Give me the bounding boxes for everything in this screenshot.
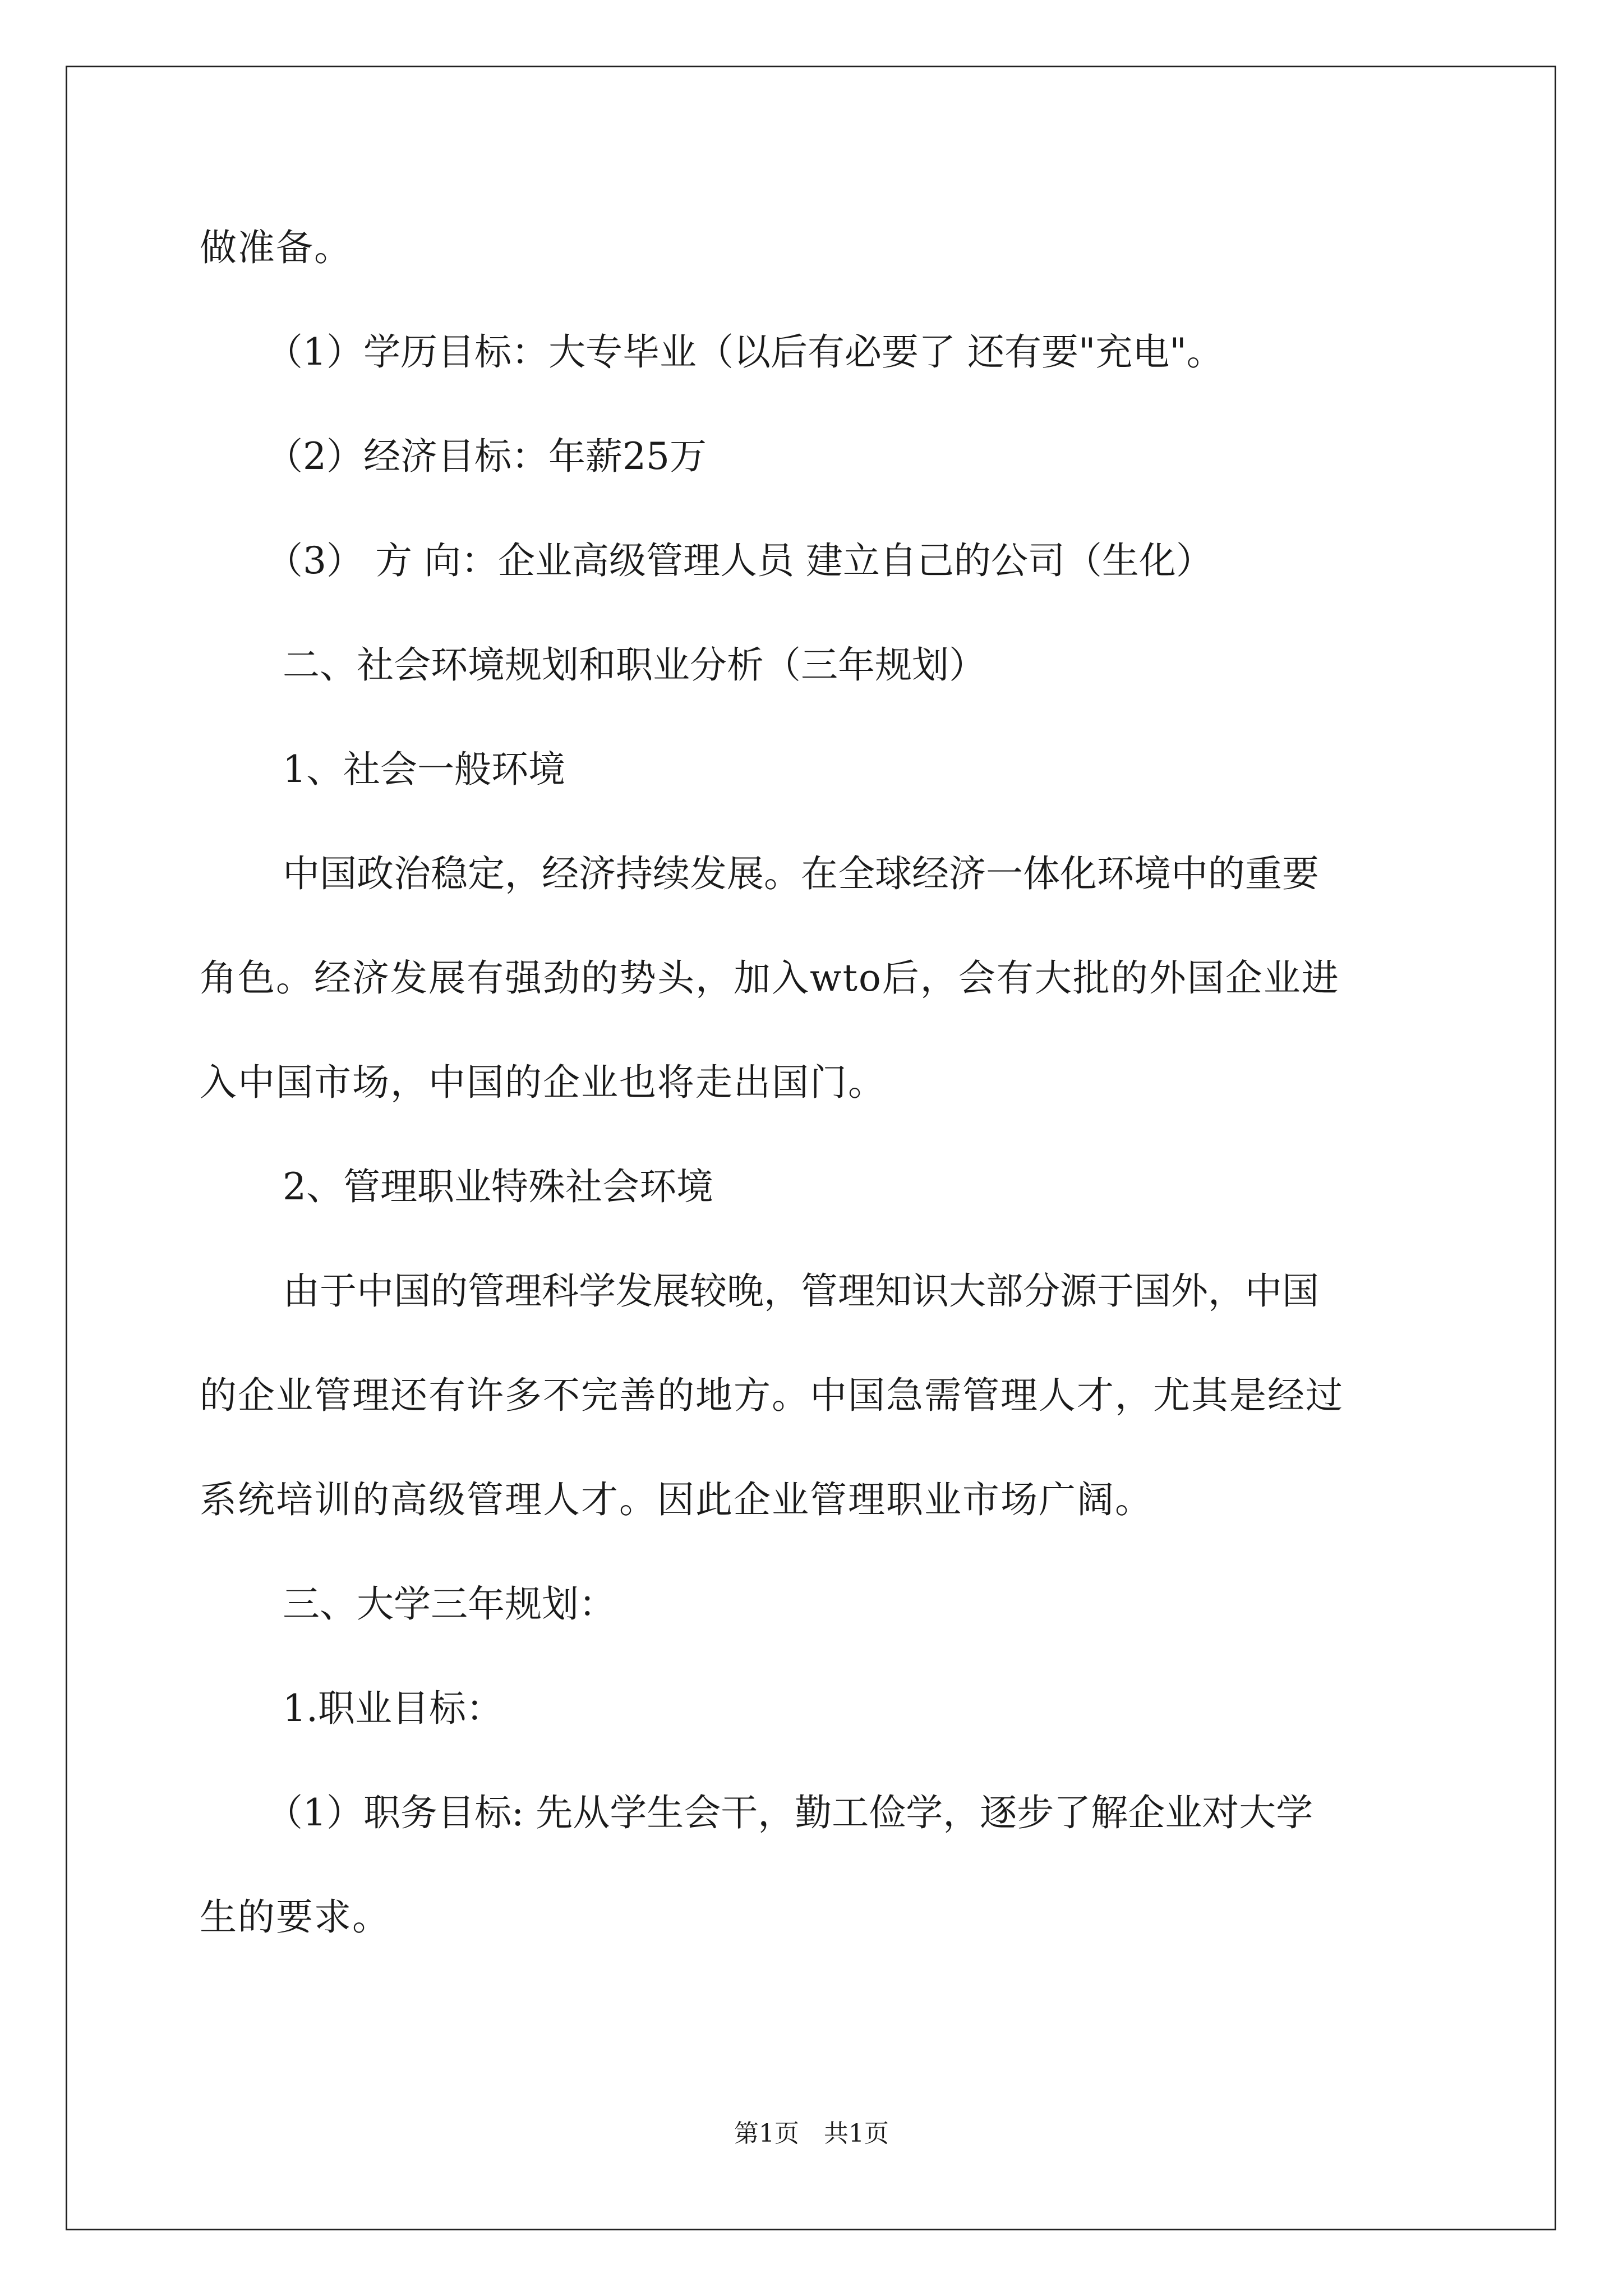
paragraph-line: 角色。经济发展有强劲的势头，加入wto后，会有大批的外国企业进 [200,956,1340,1000]
paragraph-line: 中国政治稳定，经济持续发展。在全球经济一体化环境中的重要 [283,852,1319,895]
paragraph-line: 系统培训的高级管理人才。因此企业管理职业市场广阔。 [200,1478,1153,1521]
paragraph-line: （2）经济目标：年薪25万 [266,435,707,478]
document-body [200,214,1429,1988]
section-heading: 二、社会环境规划和职业分析（三年规划） [283,643,986,687]
subsection-heading: 1、社会一般环境 [283,748,565,791]
paragraph-line: （3） 方 向：企业高级管理人员 建立自己的公司（生化） [266,539,1213,582]
paragraph-line: （1）学历目标：大专毕业（以后有必要了 还有要"充电"。 [266,330,1224,374]
subsection-heading: 1.职业目标： [283,1687,503,1730]
subsection-heading: 2、管理职业特殊社会环境 [283,1165,713,1208]
section-heading: 三、大学三年规划： [283,1582,616,1626]
paragraph-line: （1）职务目标: 先从学生会干，勤工俭学，逐步了解企业对大学 [266,1791,1313,1834]
paragraph-line: 的企业管理还有许多不完善的地方。中国急需管理人才，尤其是经过 [200,1374,1344,1417]
paragraph-line: 入中国市场，中国的企业也将走出国门。 [200,1061,886,1104]
paragraph-line: 做准备。 [200,226,352,269]
paragraph-line: 生的要求。 [200,1895,390,1939]
page-number-footer: 第1页 共1页 [734,2119,889,2148]
paragraph-line: 由于中国的管理科学发展较晚，管理知识大部分源于国外，中国 [283,1269,1319,1313]
